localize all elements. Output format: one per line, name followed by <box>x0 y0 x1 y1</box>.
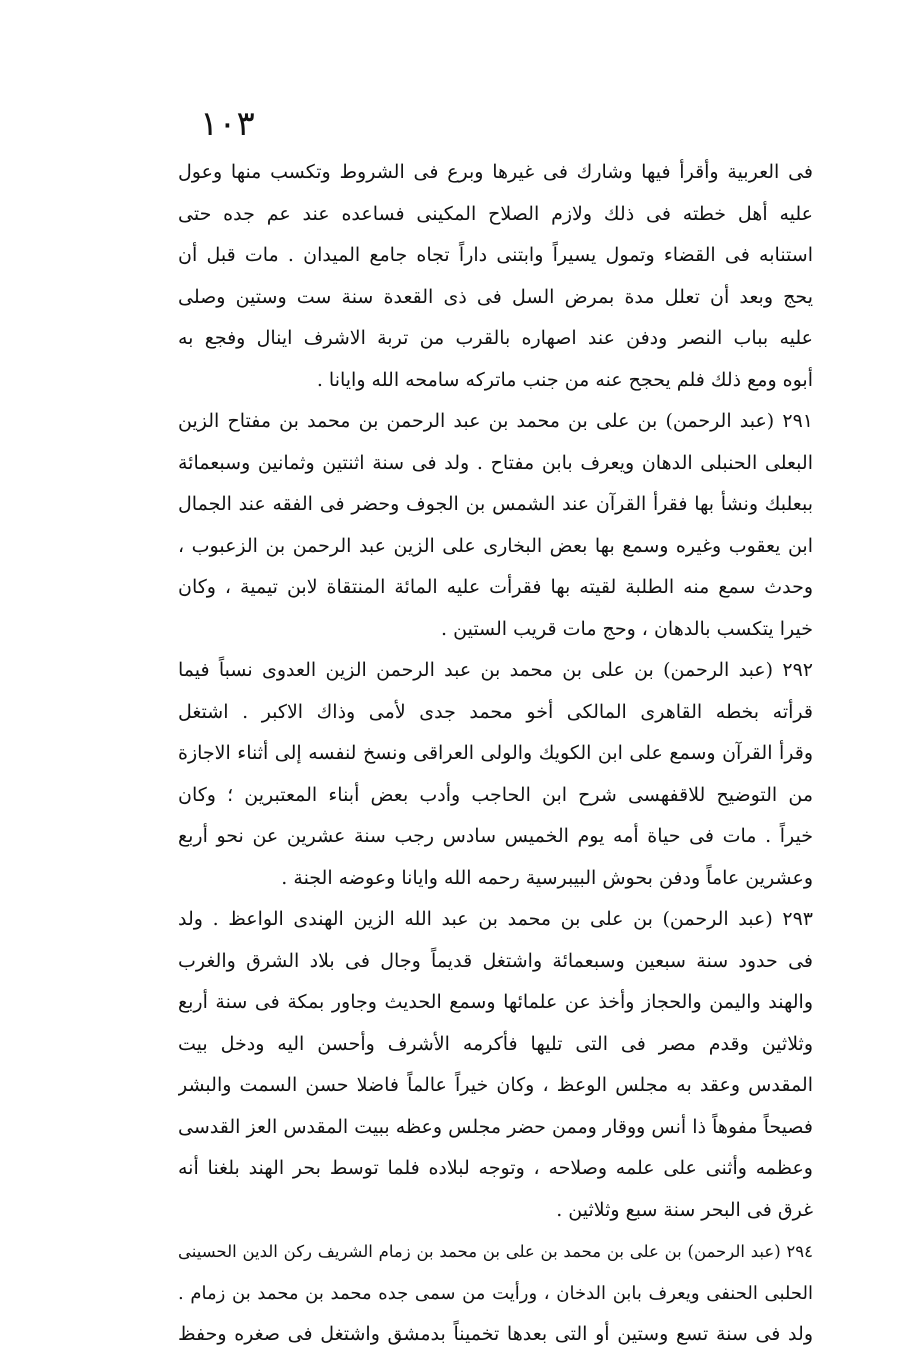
page-number: ١٠٣ <box>200 104 255 144</box>
text-line: ابن يعقوب وغيره وسمع بها بعض البخارى على الزين عبد الرحمن بن الزعبوب ، <box>178 534 813 557</box>
text-line: قرأته بخطه القاهرى المالكى أخو محمد جدى لأمى وذاك الاكبر . اشتغل <box>178 700 813 723</box>
text-line: ٢٩٢ (عبد الرحمن) بن على بن محمد بن عبد الرحمن الزين العدوى نسباً فيما <box>178 659 813 681</box>
text-line: ٢٩١ (عبد الرحمن) بن على بن محمد بن عبد الرحمن بن محمد بن مفتاح الزين <box>178 410 813 432</box>
text-line: البعلى الحنبلى الدهان ويعرف بابن مفتاح . ولد فى سنة اثنتين وثمانين وسبعمائة <box>178 451 813 474</box>
text-line: خيراً . مات فى حياة أمه يوم الخميس سادس رجب سنة عشرين عن نحو أربع <box>178 825 813 847</box>
text-line: فى العربية وأقرأ فيها وشارك فى غيرها وبرع فى الشروط وتكسب منها وعول <box>178 161 813 183</box>
text-line: استنابه فى القضاء وتمول يسيراً وابتنى داراً تجاه جامع الميدان . مات قبل أن <box>178 244 813 266</box>
text-line: ٢٩٤ (عبد الرحمن) بن على بن محمد بن على بن محمد بن زمام الشريف ركن الدين الحسينى <box>178 1242 813 1261</box>
text-line: من التوضيح للاقفهسى شرح ابن الحاجب وأدب بعض أبناء المعتبرين ؛ وكان <box>178 783 813 806</box>
text-line: وعشرين عاماً ودفن بحوش البيبرسية رحمه الله وايانا وعوضه الجنة . <box>281 866 813 889</box>
text-line: عليه أهل خطته فى ذلك ولازم الصلاح المكينى فساعده عند عم جده حتى <box>178 202 813 225</box>
text-line: خيرا يتكسب بالدهان ، وحج مات قريب الستين . <box>441 617 813 640</box>
text-line: غرق فى البحر سنة سبع وثلاثين . <box>556 1198 813 1221</box>
text-line: فى حدود سنة سبعين وسبعمائة واشتغل قديماً وجال فى بلاد الشرق والغرب <box>178 949 813 972</box>
text-line: وثلاثين وقدم مصر فى التى تليها فأكرمه الأشرف وأحسن اليه ودخل بيت <box>178 1032 813 1055</box>
text-line: ٢٩٣ (عبد الرحمن) بن على بن محمد بن عبد الله الزين الهندى الواعظ . ولد <box>178 908 813 930</box>
text-line: المقدس وعقد به مجلس الوعظ ، وكان خيراً عالماً فاضلا حسن السمت والبشر <box>178 1074 813 1096</box>
text-line: فصيحاً مفوهاً ذا أنس ووقار وممن حضر مجلس وعظه ببيت المقدس العز القدسى <box>178 1115 813 1138</box>
text-line: وقرأ القرآن وسمع على ابن الكويك والولى العراقى ونسخ لنفسه إلى أثناء الاجازة <box>178 742 813 764</box>
text-line: أبوه ومع ذلك فلم يحجح عنه من جنب ماتركه سامحه الله وايانا . <box>316 368 813 391</box>
text-line: ولد فى سنة تسع وستين أو التى بعدها تخميناً بدمشق واشتغل فى صغره وحفظ <box>178 1323 813 1345</box>
text-line: يحج وبعد أن تعلل مدة بمرض السل فى ذى القعدة سنة ست وستين وصلى <box>178 285 813 308</box>
text-line: وعظمه وأثنى على علمه وصلاحه ، وتوجه لبلاده فلما توسط بحر الهند بلغنا أنه <box>178 1157 813 1179</box>
text-line: والهند واليمن والحجاز وأخذ عن علمائها وسمع الحديث وجاور بمكة فى سنة أربع <box>178 991 813 1013</box>
text-line: عليه بباب النصر ودفن عند اصهاره بالقرب من تربة الاشرف اينال وفجع به <box>178 327 813 349</box>
text-line: وحدث سمع منه الطلبة لقيته بها فقرأت عليه المائة المنتقاة لابن تيمية ، وكان <box>178 576 813 598</box>
page-body-text <box>178 152 813 1356</box>
text-line: ببعلبك ونشأ بها فقرأ القرآن عند الشمس بن الجوف وحضر فى الفقه عند الجمال <box>178 493 813 515</box>
text-line: الحلبى الحنفى ويعرف بابن الدخان ، ورأيت من سمى جده محمد بن محمد بن زمام . <box>178 1282 813 1304</box>
